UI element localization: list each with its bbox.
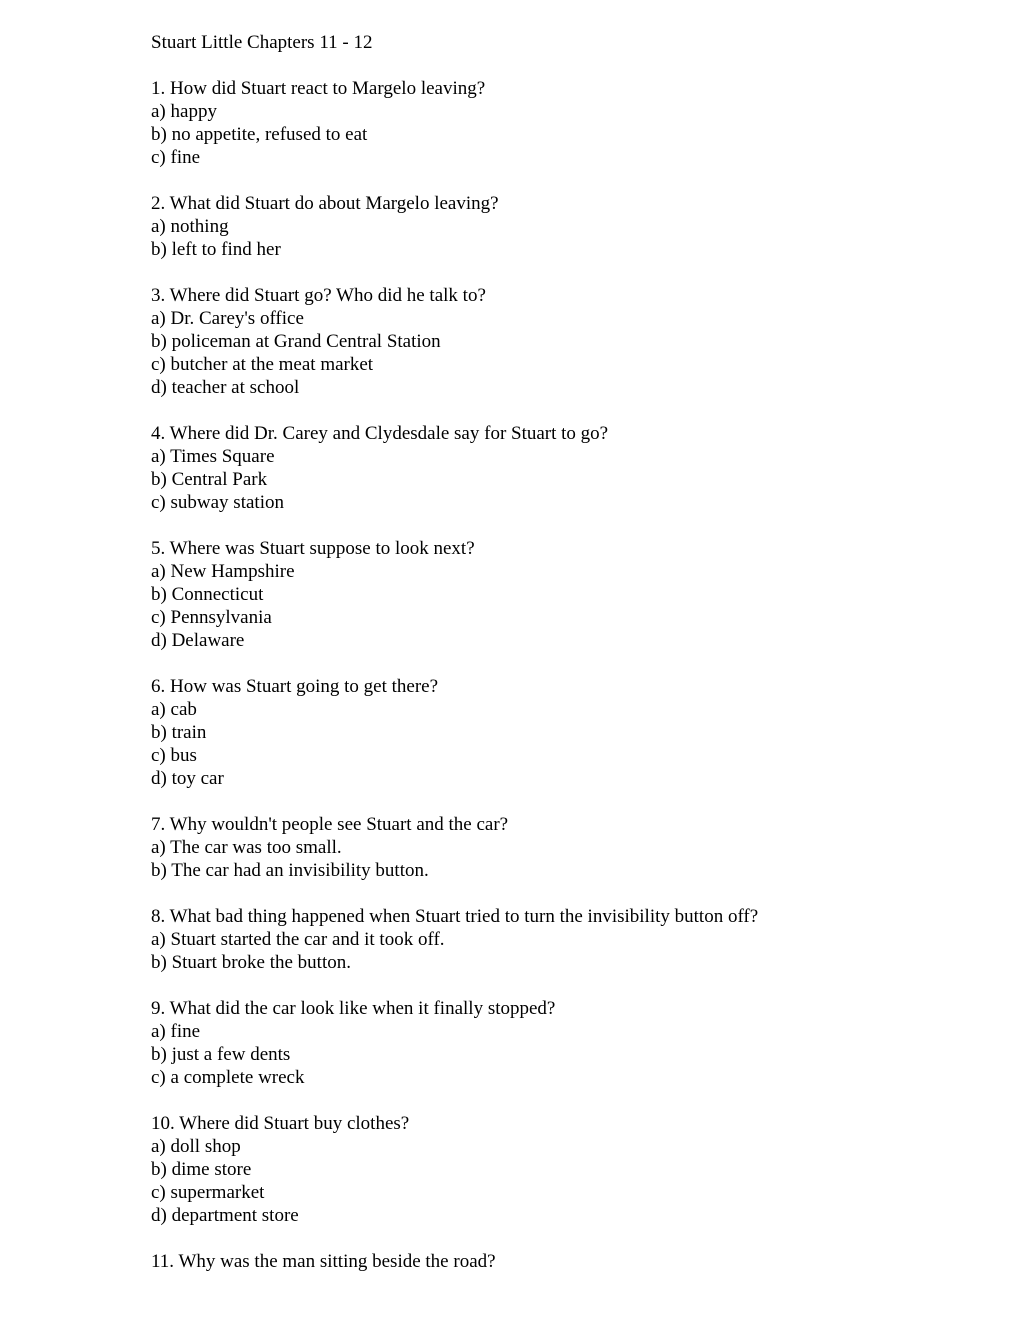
answer-option: d) toy car (151, 768, 224, 789)
answer-option: b) Connecticut (151, 584, 264, 605)
question-block (151, 537, 991, 652)
question-list (151, 77, 991, 1273)
question-text: 6. How was Stuart going to get there? (151, 676, 439, 697)
answer-option: a) Times Square (151, 446, 275, 467)
answer-option: b) just a few dents (151, 1044, 291, 1065)
answer-option: b) Stuart broke the button. (151, 952, 351, 973)
question-block (151, 77, 991, 169)
question-text: 5. Where was Stuart suppose to look next? (151, 538, 475, 559)
document-title: Stuart Little Chapters 11 - 12 (151, 32, 373, 53)
answer-option: b) The car had an invisibility button. (151, 860, 429, 881)
answer-option: b) no appetite, refused to eat (151, 124, 368, 145)
answer-option: b) left to find her (151, 239, 281, 260)
answer-option: b) dime store (151, 1159, 252, 1180)
question-text: 10. Where did Stuart buy clothes? (151, 1113, 410, 1134)
question-block (151, 1250, 991, 1273)
document-page (151, 31, 991, 1296)
question-text: 1. How did Stuart react to Margelo leaving? (151, 78, 486, 99)
question-text: 3. Where did Stuart go? Who did he talk to? (151, 285, 486, 306)
answer-option: c) subway station (151, 492, 284, 513)
answer-option: a) Stuart started the car and it took off. (151, 929, 445, 950)
answer-option: d) teacher at school (151, 377, 300, 398)
answer-option: d) Delaware (151, 630, 245, 651)
answer-option: a) nothing (151, 216, 229, 237)
question-text: 2. What did Stuart do about Margelo leaving? (151, 193, 499, 214)
answer-option: a) The car was too small. (151, 837, 342, 858)
question-block (151, 422, 991, 514)
answer-option: d) department store (151, 1205, 299, 1226)
answer-option: c) bus (151, 745, 197, 766)
answer-option: c) supermarket (151, 1182, 265, 1203)
question-block (151, 813, 991, 882)
question-block (151, 675, 991, 790)
answer-option: a) cab (151, 699, 197, 720)
question-block (151, 284, 991, 399)
answer-option: c) fine (151, 147, 201, 168)
question-block (151, 192, 991, 261)
question-text: 11. Why was the man sitting beside the road? (151, 1251, 496, 1272)
question-text: 8. What bad thing happened when Stuart tried to turn the invisibility button off? (151, 906, 759, 927)
question-text: 4. Where did Dr. Carey and Clydesdale say for Stuart to go? (151, 423, 609, 444)
question-text: 7. Why wouldn't people see Stuart and the car? (151, 814, 509, 835)
answer-option: b) policeman at Grand Central Station (151, 331, 441, 352)
answer-option: c) butcher at the meat market (151, 354, 374, 375)
answer-option: b) Central Park (151, 469, 268, 490)
answer-option: c) a complete wreck (151, 1067, 305, 1088)
question-text: 9. What did the car look like when it finally stopped? (151, 998, 556, 1019)
question-block (151, 1112, 991, 1227)
answer-option: a) fine (151, 1021, 201, 1042)
answer-option: a) doll shop (151, 1136, 241, 1157)
answer-option: b) train (151, 722, 207, 743)
question-block (151, 997, 991, 1089)
answer-option: a) New Hampshire (151, 561, 295, 582)
answer-option: c) Pennsylvania (151, 607, 272, 628)
answer-option: a) Dr. Carey's office (151, 308, 304, 329)
question-block (151, 905, 991, 974)
answer-option: a) happy (151, 101, 217, 122)
